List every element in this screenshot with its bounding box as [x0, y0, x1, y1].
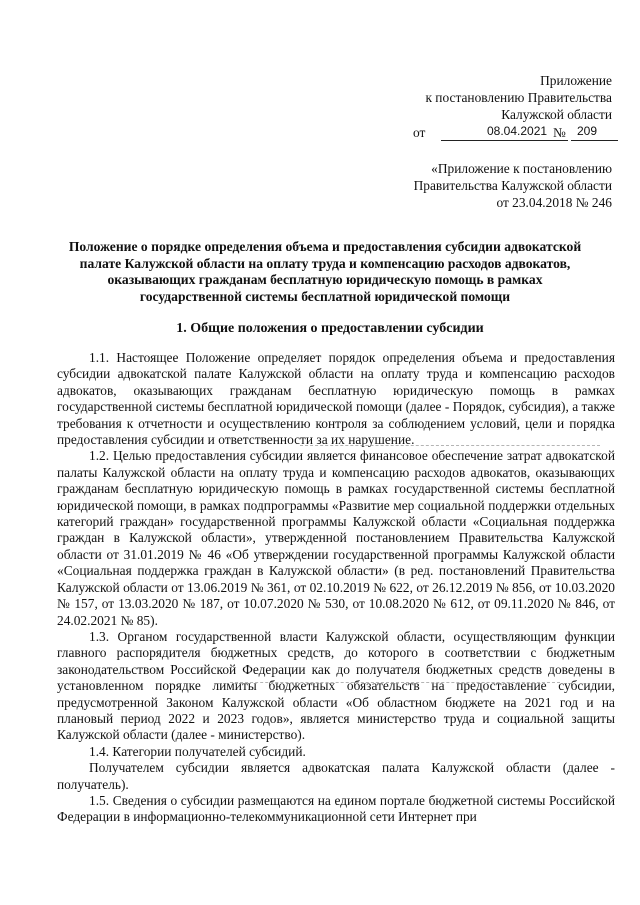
paragraph-1-5: 1.5. Сведения о субсидии размещаются на едином портале бюджетной системы Российской Федерации в информационно-телекоммуникационной сети Интернет при [57, 792, 615, 825]
paragraph-1-1: 1.1. Настоящее Положение определяет порядок определения объема и предоставления субсидии адвокатской палате Калужской области на оплату труда и компенсацию расходов адвокатов, оказывающих гражданам бесплатную юридическую помощь в рамках государственной системы бесплатной юридической помощи (далее - Порядок, субсидия), а также требования к отчетности и осуществлению контроля за соблюдением условий, цели и порядка предоставления субсидии и ответственности за их нарушение. [57, 350, 615, 448]
appendix-header [425, 72, 612, 123]
decree-number: 209 [577, 124, 598, 138]
number-underline [571, 140, 618, 141]
document-body [57, 350, 615, 826]
appendix-line: Калужской области [501, 107, 612, 122]
scan-artifact [230, 682, 560, 683]
prev-appendix-line: от 23.04.2018 № 246 [496, 195, 612, 210]
paragraph-1-2: 1.2. Целью предоставления субсидии является финансовое обеспечение затрат адвокатской палаты Калужской области на оплату труда и компенсацию расходов адвокатов, оказывающих гражданам бесплатную юридическую помощь в рамках государственной системы бесплатной юридической помощи, в рамках подпрограммы «Развитие мер социальной поддержки отдельных категорий граждан» государственной программы Калужской области «Социальная поддержка граждан в Калужской области», утвержденной постановлением Правительства Калужской области от 31.01.2019 № 46 «Об утверждении государственной программы Калужской области «Социальная поддержка граждан в Калужской области» (в ред. постановлений Правительства Калужской области от 13.06.2019 № 361, от 02.10.2019 № 622, от 26.12.2019 № 856, от 10.03.2020 № 157, от 13.03.2020 № 187, от 10.07.2020 № 530, от 10.08.2020 № 612, от 09.11.2020 № 846, от 24.02.2021 № 85). [57, 448, 615, 628]
decree-date: 08.04.2021 [487, 124, 548, 138]
from-label: от [413, 125, 426, 140]
prev-appendix-line: «Приложение к постановлению [431, 161, 612, 176]
scan-artifact [300, 445, 600, 446]
previous-appendix [414, 160, 612, 211]
number-sign: № [553, 125, 566, 140]
paragraph-1-4: 1.4. Категории получателей субсидий. [89, 743, 306, 759]
appendix-line: к постановлению Правительства [425, 90, 612, 105]
paragraph-1-3: 1.3. Органом государственной власти Калужской области, осуществляющим функции главного распорядителя бюджетных средств, до которого в соответствии с бюджетным законодательством Российской Федерации как до получателя бюджетных средств доведены в установленном порядке лимиты бюджетных обязательств на предоставление субсидии, предусмотренной Законом Калужской области «Об областном бюджете на 2021 год и на плановый период 2022 и 2023 годов», является министерство труда и социальной защиты Калужской области (далее - министерство). [57, 628, 615, 743]
date-underline [441, 140, 568, 141]
section-heading: 1. Общие положения о предоставлении субсидии [176, 321, 484, 336]
appendix-line: Приложение [540, 73, 612, 88]
prev-appendix-line: Правительства Калужской области [413, 178, 612, 193]
paragraph-recipient: Получателем субсидии является адвокатская палата Калужской области (далее - получатель). [57, 760, 615, 792]
registration-line [413, 125, 618, 143]
document-title: Положение о порядке определения объема и предоставления субсидии адвокатской палате Калужской области на оплату труда и компенсацию расходов адвокатов, оказывающих гражданам бесплатную юридическую помощь в рамках государственной системы бесплатной юридической помощи [68, 239, 582, 304]
